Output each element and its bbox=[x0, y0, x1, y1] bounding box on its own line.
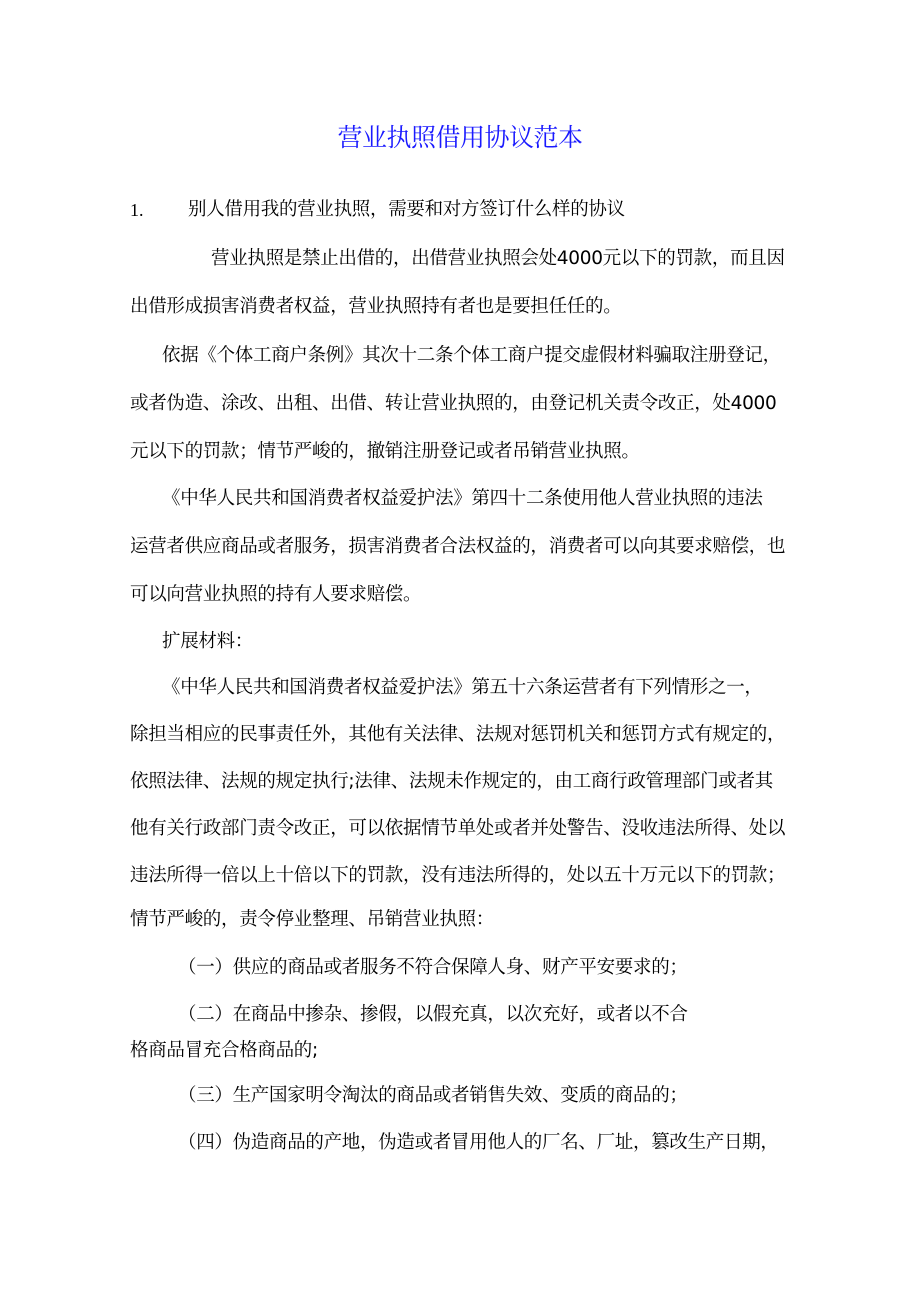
paragraph-line: 情节严峻的，责令停业整理、吊销营业执照： bbox=[130, 909, 495, 930]
paragraph-line: 依照法律、法规的规定执行;法律、法规未作规定的，由工商行政管理部门或者其 bbox=[130, 771, 773, 792]
list-item-line: （四）伪造商品的产地，伪造或者冒用他人的厂名、厂址，篡改生产日期， bbox=[178, 1132, 779, 1153]
document-title: 营业执照借用协议范本 bbox=[337, 123, 583, 152]
paragraph-line: 或者伪造、涂改、出租、出借、转让营业执照的，由登记机关责令改正，处4000 bbox=[130, 393, 777, 414]
list-item-line: 格商品冒充合格商品的; bbox=[130, 1040, 318, 1061]
heading-text: 别人借用我的营业执照，需要和对方签订什么样的协议 bbox=[188, 199, 625, 220]
paragraph-line: 除担当相应的民事责任外，其他有关法律、法规对惩罚机关和惩罚方式有规定的， bbox=[130, 724, 786, 745]
paragraph-line: 运营者供应商品或者服务，损害消费者合法权益的，消费者可以向其要求赔偿，也 bbox=[130, 536, 786, 557]
list-item-line: （二）在商品中掺杂、掺假，以假充真，以次充好，或者以不合 bbox=[178, 1004, 688, 1025]
paragraph-line: 他有关行政部门责令改正，可以依据情节单处或者并处警告、没收违法所得、处以 bbox=[130, 818, 786, 839]
list-item-line: （一）供应的商品或者服务不符合保障人身、财产平安要求的； bbox=[178, 957, 688, 978]
paragraph-line: 《中华人民共和国消费者权益爱护法》第五十六条运营者有下列情形之一， bbox=[162, 677, 763, 698]
paragraph-line: 《中华人民共和国消费者权益爱护法》第四十二条使用他人营业执照的违法 bbox=[162, 488, 763, 509]
paragraph-line: 出借形成损害消费者权益，营业执照持有者也是要担任任的。 bbox=[130, 296, 622, 317]
paragraph-line: 依据《个体工商户条例》其次十二条个体工商户提交虚假材料骗取注册登记， bbox=[162, 345, 781, 366]
paragraph-line: 可以向营业执照的持有人要求赔偿。 bbox=[130, 584, 422, 605]
heading-number: 1. bbox=[130, 200, 144, 220]
paragraph-line: 元以下的罚款；情节严峻的，撤销注册登记或者吊销营业执照。 bbox=[130, 441, 640, 462]
paragraph-line: 违法所得一倍以上十倍以下的罚款，没有违法所得的，处以五十万元以下的罚款； bbox=[130, 865, 786, 886]
paragraph-line: 扩展材料： bbox=[162, 631, 254, 652]
list-item-line: （三）生产国家明令淘汰的商品或者销售失效、变质的商品的； bbox=[178, 1085, 688, 1106]
paragraph-line: 营业执照是禁止出借的，出借营业执照会处4000元以下的罚款，而且因 bbox=[211, 248, 785, 269]
